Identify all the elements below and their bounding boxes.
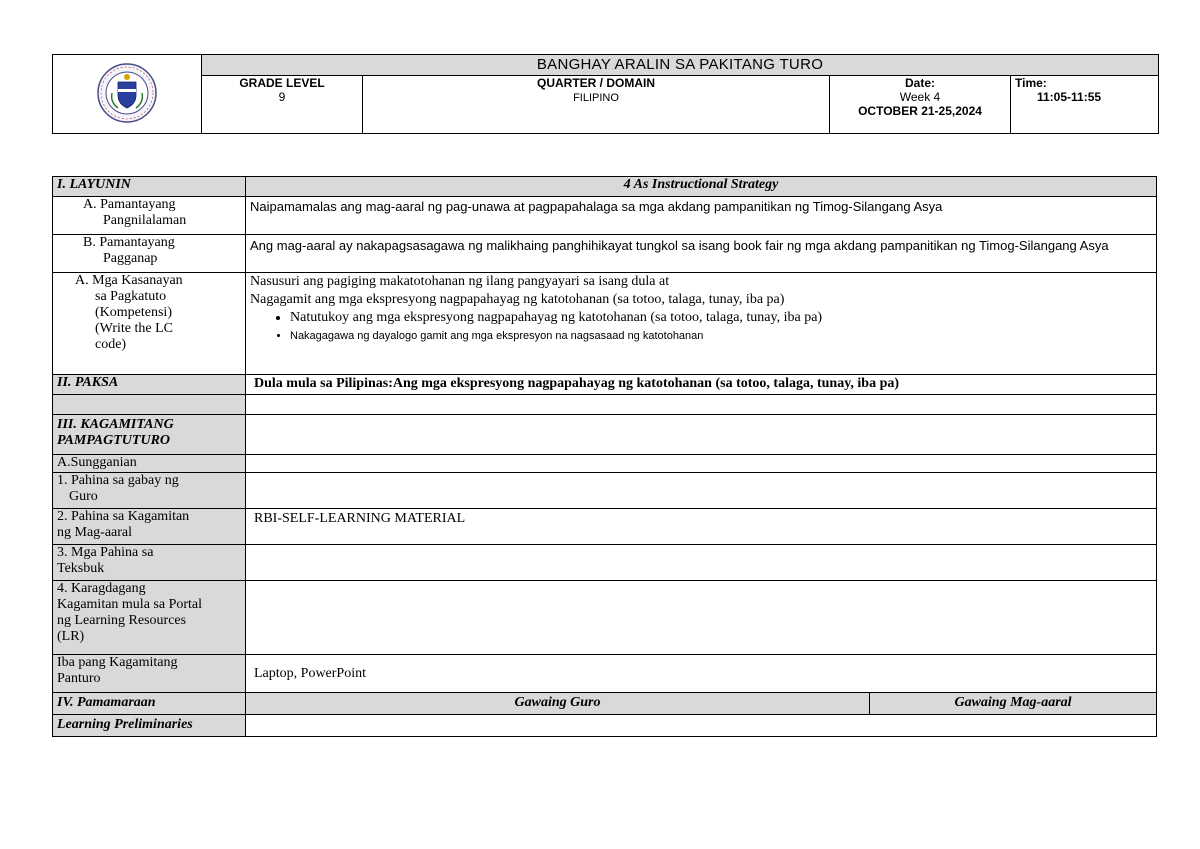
pamantayang-pagganap-text: Ang mag-aaral ay nakapagsasagawa ng malikhaing panghihikayat tungkol sa isang book fair ng mga akdang pampanitikan ng Timog-Silangang Asya bbox=[246, 235, 1157, 273]
kasanayan-line-1: Nasusuri ang pagiging makatotohanan ng ilang pangyayari sa isang dula at bbox=[250, 274, 670, 289]
iba-pang-kagamitan-label bbox=[53, 655, 246, 693]
label-line: (Kompetensi) bbox=[95, 305, 172, 320]
quarter-cell bbox=[363, 76, 830, 134]
label-line: Kagamitan mula sa Portal bbox=[57, 597, 203, 612]
kagamitan-mag-aaral-label bbox=[53, 509, 246, 545]
logo-cell bbox=[53, 55, 202, 134]
label-line: A. Pamantayang bbox=[83, 197, 176, 212]
kasanayan-line-2: Nagagamit ang mga ekspresyong nagpapahayag ng katotohanan (sa totoo, talaga, tunay, iba pa) bbox=[250, 292, 785, 307]
time-label: Time: bbox=[1015, 76, 1047, 90]
date-week: Week 4 bbox=[899, 90, 941, 104]
paksa-label: II. PAKSA bbox=[53, 375, 246, 395]
kasanayan-bullets bbox=[250, 309, 1152, 345]
label-line: ng Mag-aaral bbox=[57, 525, 133, 540]
gawaing-guro-header: Gawaing Guro bbox=[246, 693, 870, 715]
gabay-guro-content bbox=[246, 473, 1157, 509]
date-value: OCTOBER 21-25,2024 bbox=[858, 104, 982, 118]
sanggunian-content bbox=[246, 455, 1157, 473]
lr-portal-label bbox=[53, 581, 246, 655]
strategy-header: 4 As Instructional Strategy bbox=[246, 177, 1157, 197]
time-cell bbox=[1011, 76, 1159, 134]
label-line: B. Pamantayang bbox=[83, 235, 175, 250]
grade-level-label: GRADE LEVEL bbox=[239, 76, 325, 90]
kasanayan-content bbox=[246, 273, 1157, 375]
document-title: BANGHAY ARALIN SA PAKITANG TURO bbox=[202, 55, 1159, 76]
label-line: Panturo bbox=[57, 671, 101, 686]
sanggunian-label: A.Sungganian bbox=[53, 455, 246, 473]
empty-content-cell bbox=[246, 395, 1157, 415]
label-line: (Write the LC bbox=[95, 321, 173, 336]
gabay-guro-label bbox=[53, 473, 246, 509]
label-line: III. KAGAMITANG bbox=[57, 417, 174, 432]
paksa-text: Dula mula sa Pilipinas:Ang mga ekspresyong nagpapahayag ng katotohanan (sa totoo, talaga, tunay, iba pa) bbox=[246, 375, 1157, 395]
preliminaries-label: Learning Preliminaries bbox=[53, 715, 246, 737]
label-line: Pagganap bbox=[103, 251, 158, 266]
label-line: Teksbuk bbox=[57, 561, 105, 576]
label-line: Iba pang Kagamitang bbox=[57, 655, 178, 670]
date-cell bbox=[830, 76, 1011, 134]
quarter-label: QUARTER / DOMAIN bbox=[537, 76, 655, 90]
preliminaries-content bbox=[246, 715, 1157, 737]
label-line: Pangnilalaman bbox=[103, 213, 187, 228]
label-line: A. Mga Kasanayan bbox=[75, 273, 183, 288]
pamantayang-pangnilalaman-text: Naipamamalas ang mag-aaral ng pag-unawa at pagpapahalaga sa mga akdang pampanitikan ng Timog-Silangang Asya bbox=[246, 197, 1157, 235]
kagamitan-label bbox=[53, 415, 246, 455]
label-line: Guro bbox=[69, 489, 98, 504]
label-line: 3. Mga Pahina sa bbox=[57, 545, 154, 560]
label-line: PAMPAGTUTURO bbox=[57, 433, 171, 448]
quarter-value: FILIPINO bbox=[573, 92, 619, 104]
kasanayan-bullet: • Natutukoy ang mga ekspresyong nagpapahayag ng katotohanan (sa totoo, talaga, tunay, iba pa) bbox=[290, 309, 1152, 327]
layunin-header: I. LAYUNIN bbox=[53, 177, 246, 197]
label-line: 4. Karagdagang bbox=[57, 581, 146, 596]
deped-seal-icon bbox=[96, 62, 158, 124]
pamamaraan-label: IV. Pamamaraan bbox=[53, 693, 246, 715]
lr-portal-content bbox=[246, 581, 1157, 655]
label-line: sa Pagkatuto bbox=[95, 289, 167, 304]
pamantayang-pangnilalaman-label bbox=[53, 197, 246, 235]
iba-pang-kagamitan-value: Laptop, PowerPoint bbox=[246, 655, 1157, 693]
empty-label-cell bbox=[53, 395, 246, 415]
grade-level-cell bbox=[202, 76, 363, 134]
date-label: Date: bbox=[904, 76, 935, 90]
label-line: 1. Pahina sa gabay ng bbox=[57, 473, 179, 488]
header-table bbox=[52, 54, 1159, 134]
label-line: ng Learning Resources bbox=[57, 613, 187, 628]
kagamitan-mag-aaral-value: RBI-SELF-LEARNING MATERIAL bbox=[246, 509, 1157, 545]
label-line: 2. Pahina sa Kagamitan bbox=[57, 509, 190, 524]
teksbuk-content bbox=[246, 545, 1157, 581]
label-line: code) bbox=[95, 337, 127, 352]
lesson-plan-table bbox=[52, 176, 1157, 737]
kasanayan-label bbox=[53, 273, 246, 375]
grade-level-value: 9 bbox=[278, 90, 286, 104]
kasanayan-bullet: • Nakagagawa ng dayalogo gamit ang mga ekspresyon na nagsasaad ng katotohanan bbox=[290, 327, 1152, 345]
time-value: 11:05-11:55 bbox=[1037, 90, 1102, 104]
gawaing-mag-aaral-header: Gawaing Mag-aaral bbox=[870, 693, 1157, 715]
teksbuk-label bbox=[53, 545, 246, 581]
label-line: (LR) bbox=[57, 629, 85, 644]
pamantayang-pagganap-label bbox=[53, 235, 246, 273]
kagamitan-content bbox=[246, 415, 1157, 455]
